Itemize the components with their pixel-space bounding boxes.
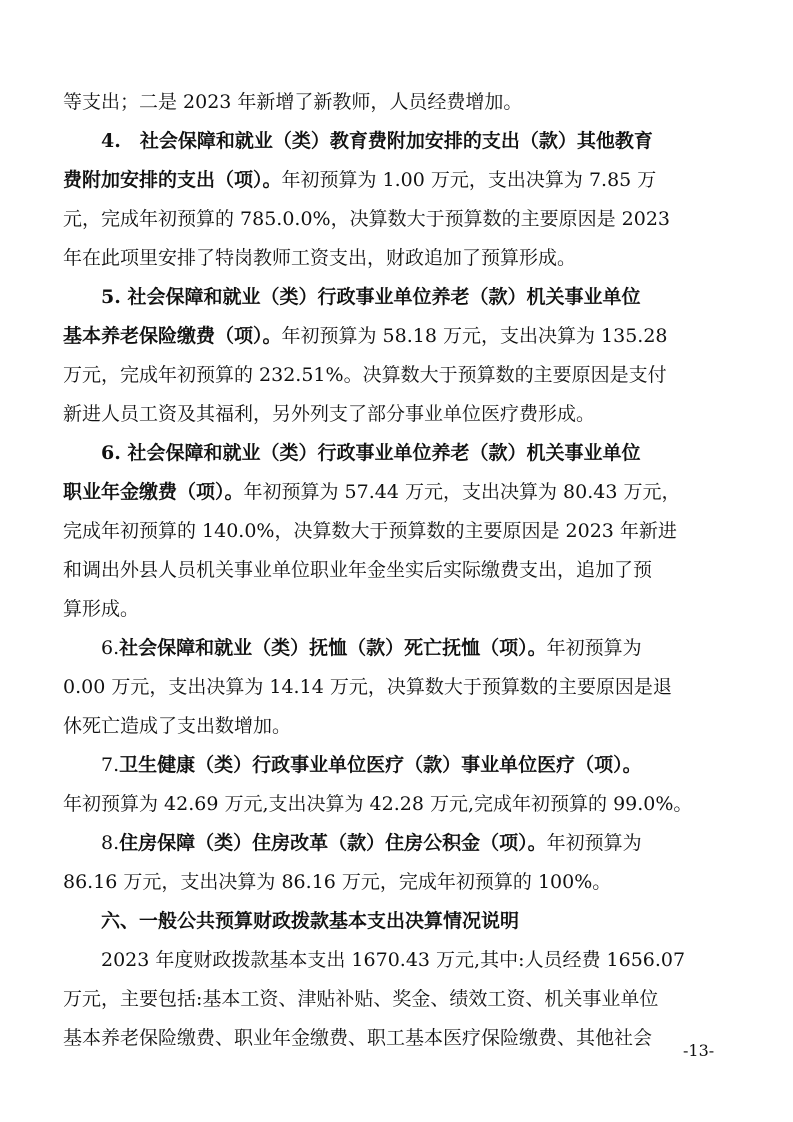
text-run: 基本养老保险缴费、职业年金缴费、职工基本医疗保险缴费、其他社会	[63, 1027, 653, 1049]
text-run: 等支出；二是 2023 年新增了新教师，人员经费增加。	[63, 91, 523, 113]
item-heading: 5. 社会保障和就业（类）行政事业单位养老（款）机关事业单位	[101, 286, 641, 308]
text-run: 完成年初预算的 140.0%，决算数大于预算数的主要原因是 2023 年新进	[63, 520, 677, 542]
text-run: 万元，完成年初预算的 232.51%。决算数大于预算数的主要原因是支付	[63, 364, 667, 386]
item-heading: 4. 社会保障和就业（类）教育费附加安排的支出（款）其他教育	[101, 130, 653, 152]
item-5-line-4	[63, 396, 713, 432]
section-body-line-3	[63, 1020, 713, 1056]
item-7-line-2	[63, 786, 713, 822]
paragraph-continuation	[63, 84, 713, 120]
item-number: 8.	[101, 832, 120, 854]
text-run: 年在此项里安排了特岗教师工资支出，财政追加了预算形成。	[63, 247, 577, 269]
text-run: 新进人员工资及其福利，另外列支了部分事业单位医疗费形成。	[63, 403, 596, 425]
item-heading: 住房保障（类）住房改革（款）住房公积金（项）。	[119, 832, 547, 854]
text-run: 年初预算为 58.18 万元，支出决算为 135.28	[281, 325, 668, 347]
text-run: 0.00 万元，支出决算为 14.14 万元，决算数大于预算数的主要原因是退	[63, 676, 672, 698]
section-body-line-1	[63, 942, 751, 978]
item-8-line-1	[63, 825, 751, 861]
item-heading: 6. 社会保障和就业（类）行政事业单位养老（款）机关事业单位	[101, 442, 641, 464]
item-number: 6.	[101, 637, 120, 659]
section-body-line-2	[63, 981, 713, 1017]
item-4-line-2	[63, 162, 713, 198]
item-heading: 费附加安排的支出（项）。	[63, 169, 282, 191]
item-6b-line-2	[63, 669, 713, 705]
text-run: 万元，主要包括:基本工资、津贴补贴、奖金、绩效工资、机关事业单位	[63, 988, 659, 1010]
item-number: 7.	[101, 754, 120, 776]
item-5-line-1	[63, 279, 751, 315]
item-8-line-2	[63, 864, 713, 900]
text-run: 2023 年度财政拨款基本支出 1670.43 万元,其中:人员经费 1656.07	[101, 949, 686, 971]
text-run: 年初预算为 42.69 万元,支出决算为 42.28 万元,完成年初预算的 99.0%。	[63, 793, 693, 815]
item-heading: 职业年金缴费（项）。	[63, 481, 244, 503]
item-6a-line-2	[63, 474, 713, 510]
text-run: 休死亡造成了支出数增加。	[63, 715, 292, 737]
item-6a-line-1	[63, 435, 751, 471]
item-4-line-1	[63, 123, 751, 159]
text-run: 年初预算为	[546, 832, 642, 854]
page-number: -13-	[683, 1041, 715, 1060]
item-heading: 卫生健康（类）行政事业单位医疗（款）事业单位医疗（项）。	[119, 754, 642, 776]
item-6b-line-3	[63, 708, 713, 744]
item-6b-line-1	[63, 630, 751, 666]
item-heading: 社会保障和就业（类）抚恤（款）死亡抚恤（项）。	[119, 637, 547, 659]
item-7-line-1	[63, 747, 751, 783]
item-4-line-3	[63, 201, 713, 237]
text-run: 86.16 万元，支出决算为 86.16 万元，完成年初预算的 100%。	[63, 871, 612, 893]
text-run: 年初预算为	[546, 637, 642, 659]
item-4-line-4	[63, 240, 713, 276]
section-title: 六、一般公共预算财政拨款基本支出决算情况说明	[101, 910, 520, 932]
item-5-line-3	[63, 357, 713, 393]
text-run: 算形成。	[63, 598, 140, 620]
text-run: 年初预算为 57.44 万元，支出决算为 80.43 万元，	[243, 481, 681, 503]
item-5-line-2	[63, 318, 713, 354]
item-heading: 基本养老保险缴费（项）。	[63, 325, 282, 347]
text-run: 元，完成年初预算的 785.0.0%，决算数大于预算数的主要原因是 2023	[63, 208, 671, 230]
item-6a-line-3	[63, 513, 713, 549]
text-run: 年初预算为 1.00 万元，支出决算为 7.85 万	[281, 169, 657, 191]
item-6a-line-4	[63, 552, 713, 588]
text-run: 和调出外县人员机关事业单位职业年金坐实后实际缴费支出，追加了预	[63, 559, 653, 581]
section-heading	[63, 903, 751, 939]
item-6a-line-5	[63, 591, 713, 627]
